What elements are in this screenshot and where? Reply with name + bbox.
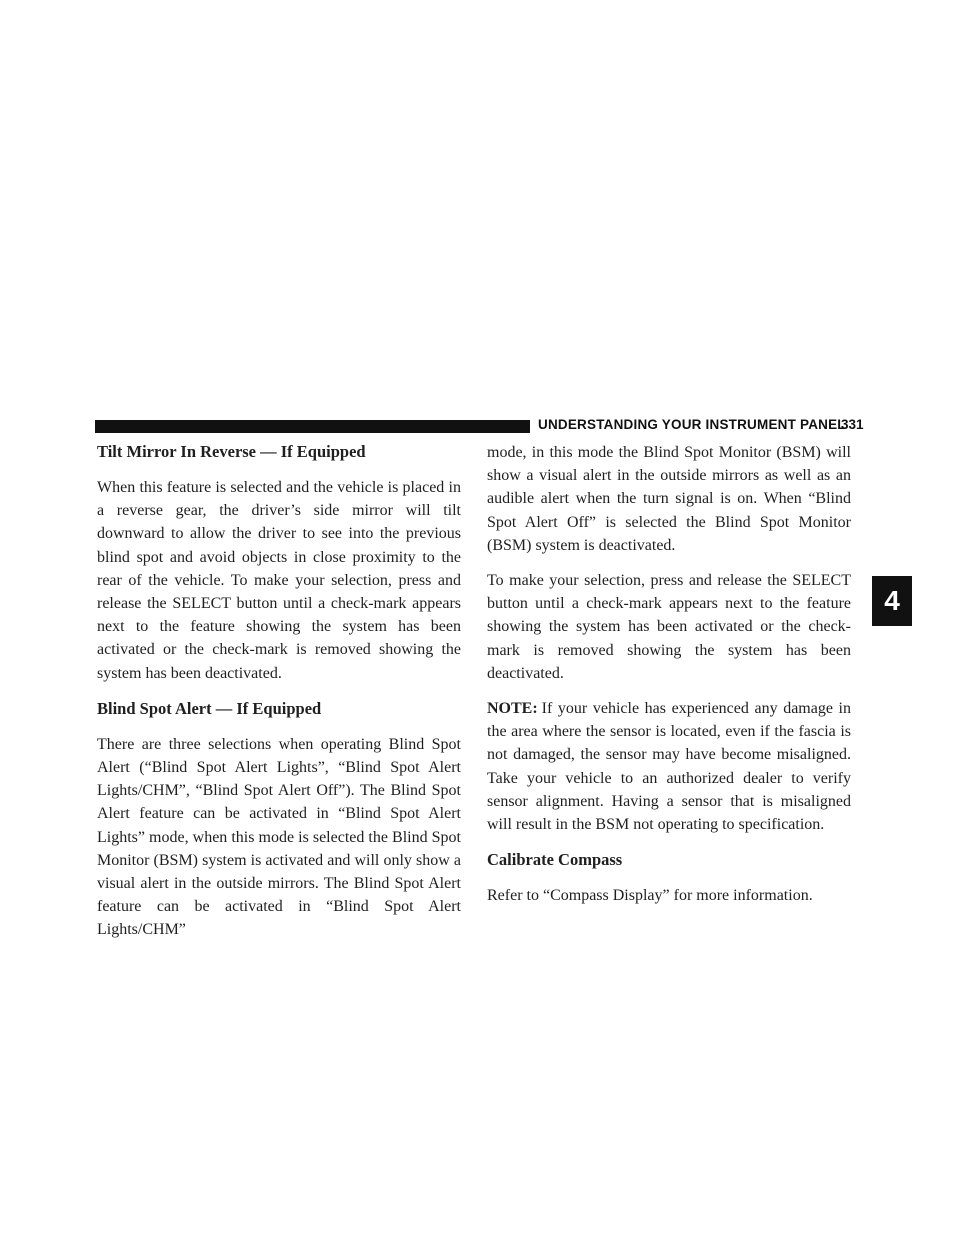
page-number: 331 xyxy=(841,417,864,432)
chapter-tab: 4 xyxy=(872,576,912,626)
note-label: NOTE: xyxy=(487,700,538,718)
paragraph-blind-spot-alert: There are three selections when operating Blind Spot Alert (“Blind Spot Alert Lights”, “Blind Spot Alert Lights/CHM”, “Blind Spot Alert Off”). The Blind Spot Alert feature can be activated in “Blind Spot Alert Lights” mode, when this mode is selected the Blind Spot Monitor (BSM) system is activated and will only show a visual alert in the outside mirrors. The Blind Spot Alert feature can be activated in “Blind Spot Alert Lights/CHM” xyxy=(97,735,461,939)
note-text: If your vehicle has experienced any damage in the area where the sensor is located, even if the fascia is not damaged, the sensor may have become misaligned. Take your vehicle to an authorized dealer to verify sensor alignment. Having a sensor that is misaligned will result in the BSM not operating to specification. xyxy=(487,700,851,834)
paragraph-tilt-mirror: When this feature is selected and the vehicle is placed in a reverse gear, the driver’s side mirror will tilt downward to allow the driver to see into the previous blind spot and avoid objects in close proximity to the rear of the vehicle. To make your selection, press and release the SELECT button until a check-mark appears next to the feature showing the system has been activated or the check-mark is removed showing the system has been deactivated. xyxy=(97,479,461,682)
section-title: UNDERSTANDING YOUR INSTRUMENT PANEL xyxy=(538,417,846,432)
paragraph-select-instructions: To make your selection, press and release the SELECT button until a check-mark appears next to the feature showing the system has been activated or the check-mark is removed showing the system has been deactivated. xyxy=(487,572,851,682)
heading-calibrate-compass: Calibrate Compass xyxy=(487,850,623,870)
left-column xyxy=(97,440,461,954)
heading-tilt-mirror: Tilt Mirror In Reverse — If Equipped xyxy=(97,442,366,461)
paragraph-blind-spot-continued: mode, in this mode the Blind Spot Monitor (BSM) will show a visual alert in the outside mirrors as well as an audible alert when the turn signal is on. When “Blind Spot Alert Off” is selected the Blind Spot Monitor (BSM) system is deactivated. xyxy=(487,444,851,554)
heading-blind-spot-alert: Blind Spot Alert — If Equipped xyxy=(97,698,322,718)
header-rule xyxy=(95,420,530,433)
right-column xyxy=(487,441,851,919)
paragraph-compass: Refer to “Compass Display” for more information. xyxy=(487,887,813,905)
note-paragraph xyxy=(487,697,851,836)
